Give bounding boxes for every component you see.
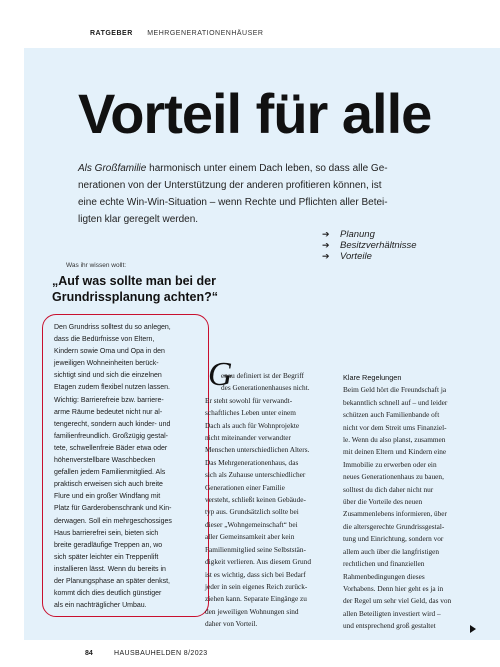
kicker bbox=[90, 30, 264, 37]
intro-line-1-rest: harmonisch unter einem Dach leben, so dass alle Ge- bbox=[146, 163, 388, 174]
text-line: allem auch über die langfristigen bbox=[343, 546, 440, 556]
intro-lead: Als Großfamilie bbox=[78, 163, 147, 174]
text-line: Den Grundriss solltest du so anlegen, bbox=[54, 324, 171, 331]
body-column-1 bbox=[205, 370, 333, 631]
text-line: schaftliches Leben unter einem bbox=[205, 408, 296, 418]
text-line: neues Generationenhaus zu bauen, bbox=[343, 472, 444, 482]
text-line: bekanntlich schnell auf – und leider bbox=[343, 397, 448, 407]
text-line: die altersgerechte Grundrissgestal- bbox=[343, 521, 445, 531]
text-line: Familienmitglied seine Selbststän- bbox=[205, 544, 306, 554]
next-page-arrow-icon bbox=[470, 625, 476, 633]
text-line: Vorhabens. Denn hier geht es ja in bbox=[343, 583, 444, 593]
section-label: RATGEBER bbox=[90, 30, 133, 37]
text-line: Generationen einer Familie bbox=[205, 482, 285, 492]
text-line: Kindern sowie Oma und Opa in den bbox=[54, 348, 165, 356]
table-of-contents bbox=[322, 229, 417, 262]
text-line: praktisch erweisen sich auch breite bbox=[54, 481, 163, 489]
question-label: Was ihr wissen wollt: bbox=[66, 262, 127, 269]
text-line: Zusammenlebens informieren, über bbox=[343, 509, 447, 519]
text-line: digkeit verlieren. Aus diesem Grund bbox=[205, 557, 311, 567]
text-line: Er steht sowohl für verwandt- bbox=[205, 395, 293, 405]
text-line: Wichtig: Barrierefreie bzw. barriere- bbox=[54, 396, 164, 404]
intro-line-1 bbox=[78, 160, 438, 177]
text-line: höhenverstellbare Waschbecken bbox=[54, 457, 156, 465]
toc-item-label: Besitzverhältnisse bbox=[340, 240, 417, 251]
text-line: rechtlichen und finanziellen bbox=[343, 559, 425, 569]
magazine-issue: HAUSBAUHELDEN 8/2023 bbox=[114, 650, 208, 657]
text-line: ist es wichtig, dass sich bei Bedarf bbox=[205, 569, 306, 579]
question-title-line-1: „Auf was sollte man bei der bbox=[52, 274, 216, 288]
text-line: dieser „Wohngemeinschaft“ bei bbox=[205, 519, 298, 529]
text-line: Rahmenbedingungen dieses bbox=[343, 571, 425, 581]
toc-item[interactable] bbox=[322, 240, 417, 251]
page-number: 84 bbox=[85, 650, 93, 657]
text-line: Etagen zudem flexibel nutzen lassen. bbox=[54, 384, 170, 392]
intro-paragraph bbox=[78, 160, 438, 228]
text-line: versteht, schließt keinen Gebäude- bbox=[205, 495, 306, 505]
text-line: mit deinen Eltern und Kindern eine bbox=[343, 447, 447, 457]
text-line: gefallen jedem Familienmitglied. Als bbox=[54, 469, 166, 477]
text-line: enau definiert ist der Begriff bbox=[221, 371, 304, 380]
text-line: nicht vor dem Streit ums Finanziel- bbox=[343, 422, 447, 432]
text-line: Immobilie zu erwerben oder ein bbox=[343, 459, 437, 469]
text-line: solltest du dich daher nicht nur bbox=[343, 484, 434, 494]
text-line: Flure und ein großer Windfang mit bbox=[54, 493, 161, 501]
text-line: der Planungsphase an später denkst, bbox=[54, 577, 170, 585]
right-arrow-icon: ➔ bbox=[322, 240, 330, 250]
toc-item[interactable] bbox=[322, 229, 417, 240]
text-line: schützen auch Familienbande oft bbox=[343, 410, 440, 420]
drop-cap: G bbox=[208, 356, 233, 393]
text-line: kommt dich dies deutlich günstiger bbox=[54, 590, 162, 598]
text-line: jeder in sein eigenes Reich zurück- bbox=[205, 581, 308, 591]
text-line: und entsprechend groß gestaltet bbox=[343, 621, 436, 631]
text-line: Platz für Garderobenschrank und Kin- bbox=[54, 505, 172, 513]
text-line: tengerecht, sondern auch kinder- und bbox=[54, 420, 171, 428]
text-line: tung und Einrichtung, sondern vor bbox=[343, 534, 444, 544]
intro-line-4: ligten klar geregelt werden. bbox=[78, 214, 199, 225]
text-line: installieren lässt. Wenn du bereits in bbox=[54, 565, 166, 573]
text-line: tete, schwellenfreie Bäder etwa oder bbox=[54, 444, 168, 452]
question-title-line-2: Grundrissplanung achten?“ bbox=[52, 290, 218, 304]
text-line: aller Gemeinsamkeit aber kein bbox=[205, 532, 295, 542]
header-bar bbox=[0, 0, 500, 48]
text-line: sich später leichter ein Treppenlift bbox=[54, 553, 159, 561]
text-line: sichtigt sind und sich die einzelnen bbox=[54, 372, 162, 380]
text-line: Dach als auch für Wohnprojekte bbox=[205, 420, 300, 430]
text-line: den jeweiligen Wohnungen sind bbox=[205, 606, 299, 616]
column-subheading: Klare Regelungen bbox=[343, 373, 402, 382]
text-line: le. Wenn du also planst, zusammen bbox=[343, 435, 446, 445]
text-line: daher von Vorteil. bbox=[205, 619, 258, 629]
page-footer bbox=[0, 640, 500, 667]
text-line: nicht miteinander verwandter bbox=[205, 433, 291, 443]
text-line: Menschen unterschiedlichen Alters. bbox=[205, 445, 310, 455]
text-line: Haus barrierefrei sein, bieten sich bbox=[54, 529, 159, 537]
text-line: Beim Geld hört die Freundschaft ja bbox=[343, 385, 447, 395]
text-line: allen Beteiligten investiert wird – bbox=[343, 608, 441, 618]
question-title bbox=[52, 273, 252, 305]
text-line: arme Räume bedeutet nicht nur al- bbox=[54, 408, 163, 416]
body-column-2 bbox=[343, 372, 479, 633]
text-line: der Regel um sehr viel Geld, das von bbox=[343, 596, 452, 606]
text-line: als ein nachträglicher Umbau. bbox=[54, 602, 147, 610]
toc-item[interactable] bbox=[322, 251, 417, 262]
text-line: des Generationenhauses nicht. bbox=[221, 383, 310, 393]
text-line: über die Vorteile des neuen bbox=[343, 497, 423, 507]
right-arrow-icon: ➔ bbox=[322, 229, 330, 239]
text-line: ziehen kann. Separate Eingänge zu bbox=[205, 594, 307, 604]
text-line: dass die Bedürfnisse von Eltern, bbox=[54, 336, 155, 344]
toc-item-label: Planung bbox=[340, 229, 375, 240]
text-line: familienfreundlich. Großzügig gestal- bbox=[54, 432, 168, 440]
intro-line-2: nerationen von der Unterstützung der anderen profitieren können, ist bbox=[78, 180, 382, 191]
text-line: jeweiligen Wohneinheiten berück- bbox=[54, 360, 159, 368]
text-line: typ aus. Grundsätzlich sollte bei bbox=[205, 507, 299, 517]
toc-item-label: Vorteile bbox=[340, 251, 372, 262]
intro-line-3: eine echte Win-Win-Situation – wenn Rechte und Pflichten aller Betei- bbox=[78, 197, 388, 208]
text-line: Das Mehrgenerationenhaus, das bbox=[205, 457, 299, 467]
right-arrow-icon: ➔ bbox=[322, 251, 330, 261]
answer-text bbox=[54, 322, 202, 612]
text-line: derwagen. Soll ein mehrgeschossiges bbox=[54, 517, 172, 525]
text-line: breite geradläufige Treppen an, wo bbox=[54, 541, 163, 549]
text-line: sich als Zuhause unterschiedlicher bbox=[205, 470, 306, 480]
topic-label: MEHRGENERATIONENHÄUSER bbox=[147, 30, 264, 37]
headline: Vorteil für alle bbox=[78, 82, 432, 145]
